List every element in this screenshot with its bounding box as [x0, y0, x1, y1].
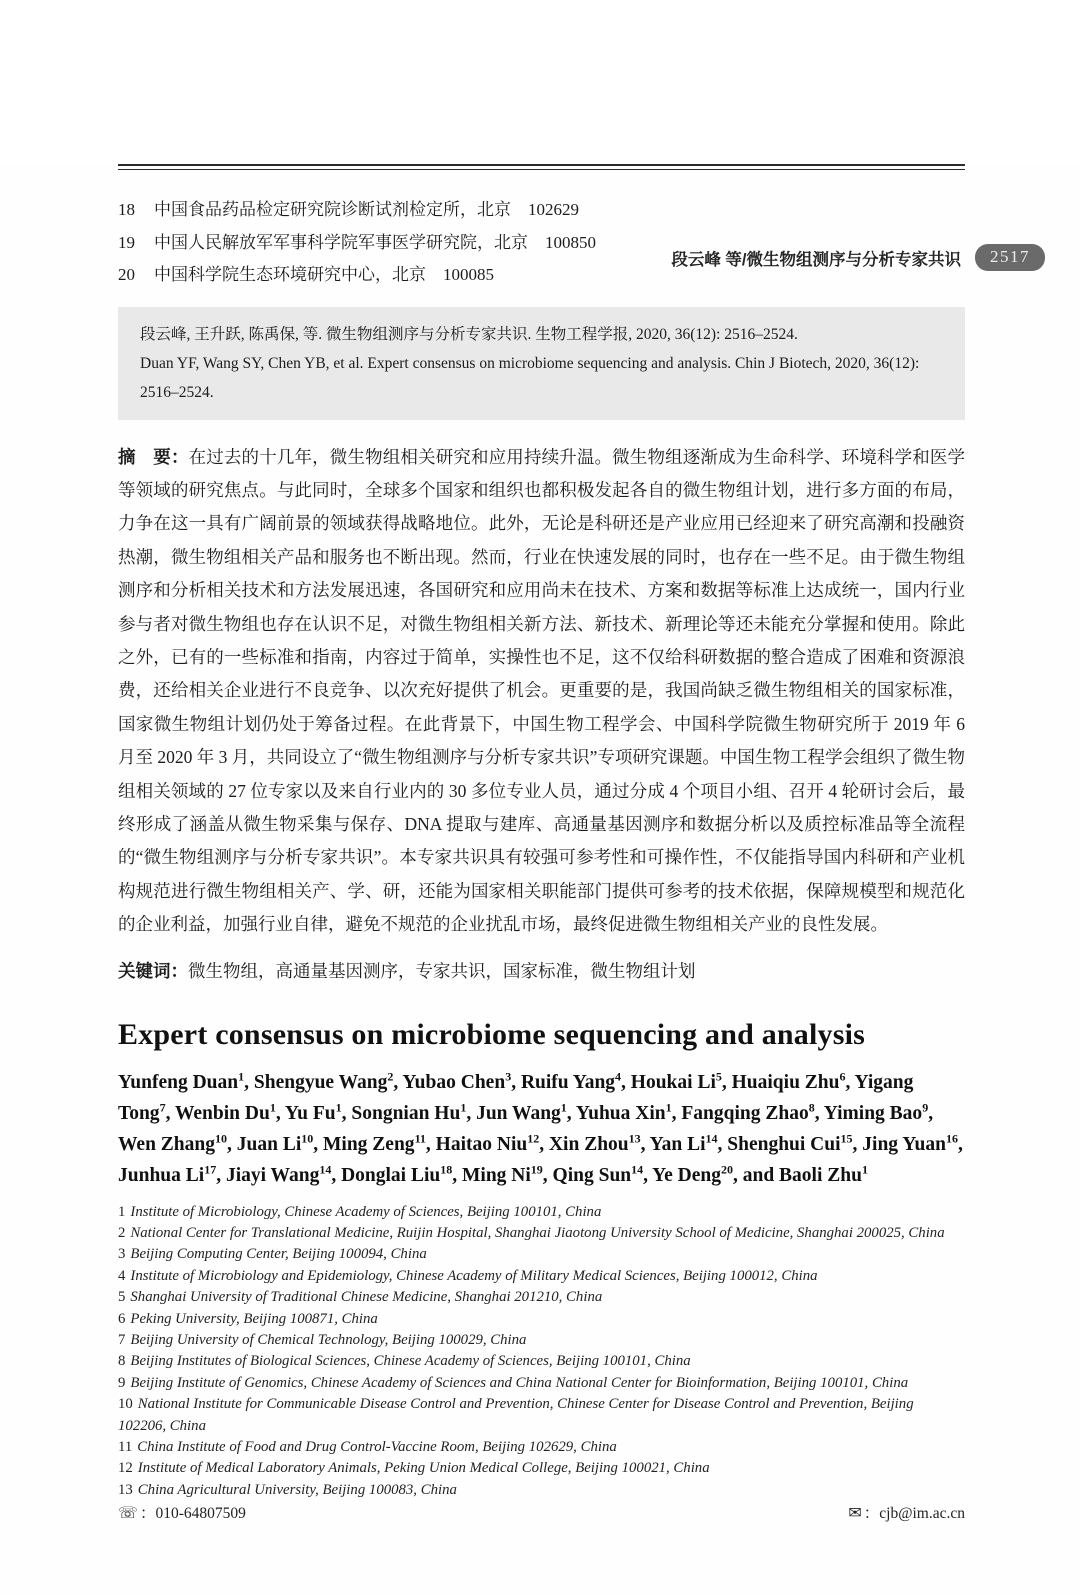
author — [351, 1100, 476, 1124]
author — [118, 1162, 226, 1186]
en-affiliation-item — [118, 1244, 965, 1265]
abstract-text: 在过去的十几年，微生物组相关研究和应用持续升温。微生物组逐渐成为生命科学、环境科学和医学等领域的研究焦点。与此同时，全球多个国家和组织也都积极发起各自的微生物组计划，进行多方面的布局，力争在这一具有广阔前景的领域获得战略地位。此外，无论是科研还是产业应用已经迎来了研究高潮和投融资热潮，微生物组相关产品和服务也不断出现。然而，行业在快速发展的同时，也存在一些不足。由于微生物组测序和分析相关技术和方法发展迅速，各国研究和应用尚未在技术、方案和数据等标准上达成统一，国内行业参与者对微生物组也存在认识不足，对微生物组相关新方法、新技术、新理论等还未能充分掌握和使用。除此之外，已有的一些标准和指南，内容过于简单，实操性也不足，这不仅给科研数据的整合造成了困难和资源浪费，还给相关企业进行不良竞争、以次充好提供了机会。更重要的是，我国尚缺乏微生物组相关的国家标准，国家微生物组计划仍处于筹备过程。在此背景下，中国生物工程学会、中国科学院微生物研究所于 2019 年 6 月至 2020 年 3 月，共同设立了“微生物组测序与分析专家共识”专项研究课题。中国生物工程学会组织了微生物组相关领域的 27 位专家以及来自行业内的 30 多位专业人员，通过分成 4 个项目小组、召开 4 轮研讨会后，最终形成了涵盖从微生物采集与保存、DNA 提取与建库、高通量基因测序和数据分析以及质控标准品等全流程的“微生物组测序与分析专家共识”。本专家共识具有较强可参考性和可操作性，不仅能指导国内科研和产业机构规范进行微生物组相关产、学、研，还能为国家相关职能部门提供可参考的技术依据，保障规模型和规范化的企业利益，加强行业自律，避免不规范的企业扰乱市场，最终促进微生物组相关产业的良性发展。 — [118, 446, 966, 935]
author-affiliation-superscript: 19 — [530, 1162, 543, 1177]
author-affiliation-superscript: 1 — [460, 1100, 467, 1115]
author-affiliation-superscript: 16 — [945, 1131, 958, 1146]
en-affiliation-text: Beijing University of Chemical Technology, Beijing 100029, China — [130, 1332, 527, 1349]
author — [476, 1100, 576, 1124]
author-affiliation-superscript: 1 — [269, 1100, 276, 1115]
author — [118, 1069, 254, 1093]
author-name: Yuhua Xin — [575, 1102, 666, 1124]
en-affiliation-text: National Institute for Communicable Disease Control and Prevention, Chinese Center for Disease Control and Prevention, Beijing 102206, China — [118, 1396, 914, 1434]
author-name: Jing Yuan — [862, 1133, 946, 1155]
citation-english: Duan YF, Wang SY, Chen YB, et al. Expert consensus on microbiome sequencing and analysis. Chin J Biotech, 2020, 36(12): 2516–2524. — [140, 354, 920, 401]
author-name: Shengyue Wang — [253, 1071, 388, 1093]
author-affiliation-superscript: 14 — [705, 1131, 718, 1146]
author — [552, 1162, 653, 1186]
author-name: Xin Zhou — [548, 1133, 629, 1155]
en-affiliation-number: 10 — [118, 1396, 133, 1413]
author-affiliation-superscript: 15 — [840, 1131, 853, 1146]
author-affiliation-superscript: 1 — [560, 1100, 567, 1115]
author-affiliation-superscript: 14 — [631, 1162, 644, 1177]
author — [681, 1100, 823, 1124]
author-name: Ye Deng — [652, 1164, 721, 1186]
author-affiliation-superscript: 8 — [808, 1100, 815, 1115]
cn-affiliation-text: 中国科学院生态环境研究中心，北京 100085 — [154, 265, 494, 284]
page-number-badge: 2517 — [975, 244, 1045, 271]
header-divider — [118, 164, 965, 170]
author — [731, 1069, 855, 1093]
author-name: Yan Li — [649, 1133, 706, 1155]
footer-email — [848, 1501, 965, 1523]
author-name: Wenbin Du — [174, 1102, 270, 1124]
en-affiliation-text: Institute of Microbiology, Chinese Academy of Sciences, Beijing 100101, China — [130, 1203, 602, 1220]
author-name: Yubao Chen — [402, 1071, 506, 1093]
page-footer — [118, 1501, 965, 1523]
author-affiliation-superscript: 6 — [839, 1069, 846, 1084]
cn-affiliation-item — [118, 194, 965, 227]
author — [630, 1069, 732, 1093]
en-affiliation-item — [118, 1394, 965, 1437]
en-affiliation-number: 8 — [118, 1353, 126, 1370]
abstract — [118, 441, 965, 942]
author-name: Wen Zhang — [118, 1133, 215, 1155]
author — [118, 1131, 237, 1155]
footer-phone-number: ：010-64807509 — [140, 1505, 246, 1522]
author-affiliation-superscript: 5 — [715, 1069, 722, 1084]
author — [225, 1162, 341, 1186]
author-name: Ruifu Yang — [520, 1071, 616, 1093]
en-affiliation-number: 6 — [118, 1310, 126, 1327]
footer-email-address: ：cjb@im.ac.cn — [863, 1505, 965, 1522]
author-name: Fangqing Zhao — [681, 1102, 809, 1124]
en-affiliation-text: Institute of Medical Laboratory Animals, Peking Union Medical College, Beijing 100021, China — [137, 1460, 710, 1477]
author — [652, 1162, 743, 1186]
keywords — [118, 955, 965, 988]
en-affiliation-item — [118, 1266, 965, 1287]
en-affiliation-number: 5 — [118, 1289, 126, 1306]
author-name: Yu Fu — [284, 1102, 336, 1124]
author — [323, 1131, 436, 1155]
en-affiliation-list — [118, 1202, 965, 1502]
running-title: 段云峰 等/微生物组测序与分析专家共识 — [671, 250, 961, 269]
author-affiliation-superscript: 1 — [335, 1100, 342, 1115]
footer-phone — [118, 1501, 246, 1523]
envelope-icon: ✉ — [848, 1503, 862, 1522]
en-affiliation-number: 12 — [118, 1460, 133, 1477]
author — [462, 1162, 553, 1186]
en-affiliation-item — [118, 1330, 965, 1351]
author-affiliation-superscript: 18 — [440, 1162, 453, 1177]
en-affiliation-text: National Center for Translational Medicine, Ruijin Hospital, Shanghai Jiaotong University School of Medicine, Shanghai 200025, China — [130, 1225, 945, 1241]
author — [253, 1069, 403, 1093]
en-affiliation-number: 2 — [118, 1225, 126, 1241]
cn-affiliation-number: 20 — [118, 265, 135, 284]
keywords-label: 关键词： — [118, 960, 188, 981]
author — [402, 1069, 521, 1093]
author — [575, 1100, 682, 1124]
author — [174, 1100, 285, 1124]
author-name: Huaiqiu Zhu — [731, 1071, 840, 1093]
en-affiliation-number: 13 — [118, 1481, 133, 1498]
en-affiliation-item — [118, 1373, 965, 1394]
author-affiliation-superscript: 11 — [414, 1131, 426, 1146]
author-affiliation-superscript: 1 — [238, 1069, 245, 1084]
english-title: Expert consensus on microbiome sequencing and analysis — [118, 1017, 866, 1051]
author-affiliation-superscript: 13 — [628, 1131, 641, 1146]
author-name: Juan Li — [236, 1133, 302, 1155]
en-affiliation-item — [118, 1437, 965, 1458]
author-name: Shenghui Cui — [727, 1133, 841, 1155]
en-affiliation-text: Beijing Computing Center, Beijing 100094, China — [130, 1246, 427, 1263]
author — [823, 1100, 933, 1124]
author-list — [118, 1067, 965, 1191]
en-affiliation-number: 3 — [118, 1246, 126, 1263]
author-affiliation-superscript: 2 — [387, 1069, 394, 1084]
author-affiliation-superscript: 14 — [319, 1162, 332, 1177]
author-affiliation-superscript: 17 — [204, 1162, 217, 1177]
en-affiliation-item — [118, 1351, 965, 1372]
author-affiliation-superscript: 12 — [527, 1131, 540, 1146]
en-affiliation-text: China Institute of Food and Drug Control-Vaccine Room, Beijing 102629, China — [137, 1439, 617, 1456]
cn-affiliation-list — [118, 194, 965, 292]
author-affiliation-superscript: 10 — [301, 1131, 314, 1146]
author-name: Ming Zeng — [323, 1133, 415, 1155]
en-affiliation-number: 7 — [118, 1332, 126, 1349]
abstract-label: 摘 要： — [118, 446, 189, 467]
cn-affiliation-text: 中国食品药品检定研究院诊断试剂检定所，北京 102629 — [154, 200, 579, 219]
telephone-icon: ☏ — [118, 1503, 139, 1522]
en-affiliation-item — [118, 1223, 965, 1244]
en-affiliation-number: 1 — [118, 1203, 126, 1220]
en-affiliation-text: Shanghai University of Traditional Chinese Medicine, Shanghai 201210, China — [130, 1289, 603, 1306]
author-name: Songnian Hu — [351, 1102, 461, 1124]
keywords-text: 微生物组，高通量基因测序，专家共识，国家标准，微生物组计划 — [188, 960, 696, 981]
en-affiliation-text: Beijing Institutes of Biological Sciences, Chinese Academy of Sciences, Beijing 100101, China — [130, 1353, 691, 1370]
author-name: Yunfeng Duan — [118, 1071, 239, 1093]
author — [649, 1131, 728, 1155]
author — [727, 1131, 862, 1155]
en-affiliation-number: 4 — [118, 1267, 126, 1284]
author-name: Haitao Niu — [435, 1133, 528, 1155]
en-affiliation-number: 11 — [118, 1439, 133, 1456]
author-name: Jun Wang — [476, 1102, 561, 1124]
en-affiliation-item — [118, 1202, 965, 1223]
author — [284, 1100, 352, 1124]
author-name: Qing Sun — [552, 1164, 632, 1186]
cn-affiliation-text: 中国人民解放军军事科学院军事医学研究院，北京 100850 — [154, 232, 596, 252]
author-name: Yigang Tong — [118, 1071, 914, 1124]
author — [435, 1131, 549, 1155]
en-affiliation-text: Peking University, Beijing 100871, China — [130, 1310, 378, 1327]
en-affiliation-item — [118, 1458, 965, 1479]
author-name: Donglai Liu — [341, 1164, 441, 1186]
author — [341, 1162, 462, 1186]
cn-affiliation-number: 18 — [118, 200, 135, 219]
author-name: Ming Ni — [462, 1164, 531, 1186]
en-affiliation-item — [118, 1309, 965, 1330]
author-affiliation-superscript: 20 — [720, 1162, 733, 1177]
en-affiliation-item — [118, 1287, 965, 1308]
author-affiliation-superscript: 7 — [159, 1100, 166, 1115]
author-name: Yiming Bao — [823, 1102, 923, 1124]
author-affiliation-superscript: 10 — [215, 1131, 227, 1146]
running-head — [671, 244, 1045, 271]
citation-chinese: 段云峰, 王升跃, 陈禹保, 等. 微生物组测序与分析专家共识. 生物工程学报, 2020, 36(12): 2516–2524. — [140, 325, 798, 343]
author-affiliation-superscript: 3 — [505, 1069, 512, 1084]
en-affiliation-item — [118, 1480, 965, 1501]
en-affiliation-number: 9 — [118, 1374, 126, 1391]
author-name: Jiayi Wang — [225, 1164, 320, 1186]
citation-box — [118, 307, 965, 420]
cn-affiliation-number: 19 — [118, 232, 135, 252]
author — [862, 1131, 963, 1155]
author-name: and Baoli Zhu — [742, 1164, 862, 1186]
author — [742, 1162, 868, 1186]
en-affiliation-text: Institute of Microbiology and Epidemiology, Chinese Academy of Military Medical Sciences, Beijing 100012, China — [130, 1267, 818, 1284]
journal-page — [0, 164, 1080, 1595]
author-name: Houkai Li — [630, 1071, 716, 1093]
author-name: Junhua Li — [118, 1164, 205, 1186]
author — [520, 1069, 631, 1093]
en-affiliation-text: China Agricultural University, Beijing 100083, China — [137, 1481, 457, 1498]
author — [236, 1131, 323, 1155]
author-affiliation-superscript: 1 — [861, 1162, 868, 1177]
author-affiliation-superscript: 9 — [922, 1100, 929, 1115]
author-affiliation-superscript: 4 — [615, 1069, 622, 1084]
en-affiliation-text: Beijing Institute of Genomics, Chinese Academy of Sciences and China National Center for Bioinformation, Beijing 100101, China — [130, 1374, 909, 1391]
author — [548, 1131, 650, 1155]
author-affiliation-superscript: 1 — [665, 1100, 672, 1115]
